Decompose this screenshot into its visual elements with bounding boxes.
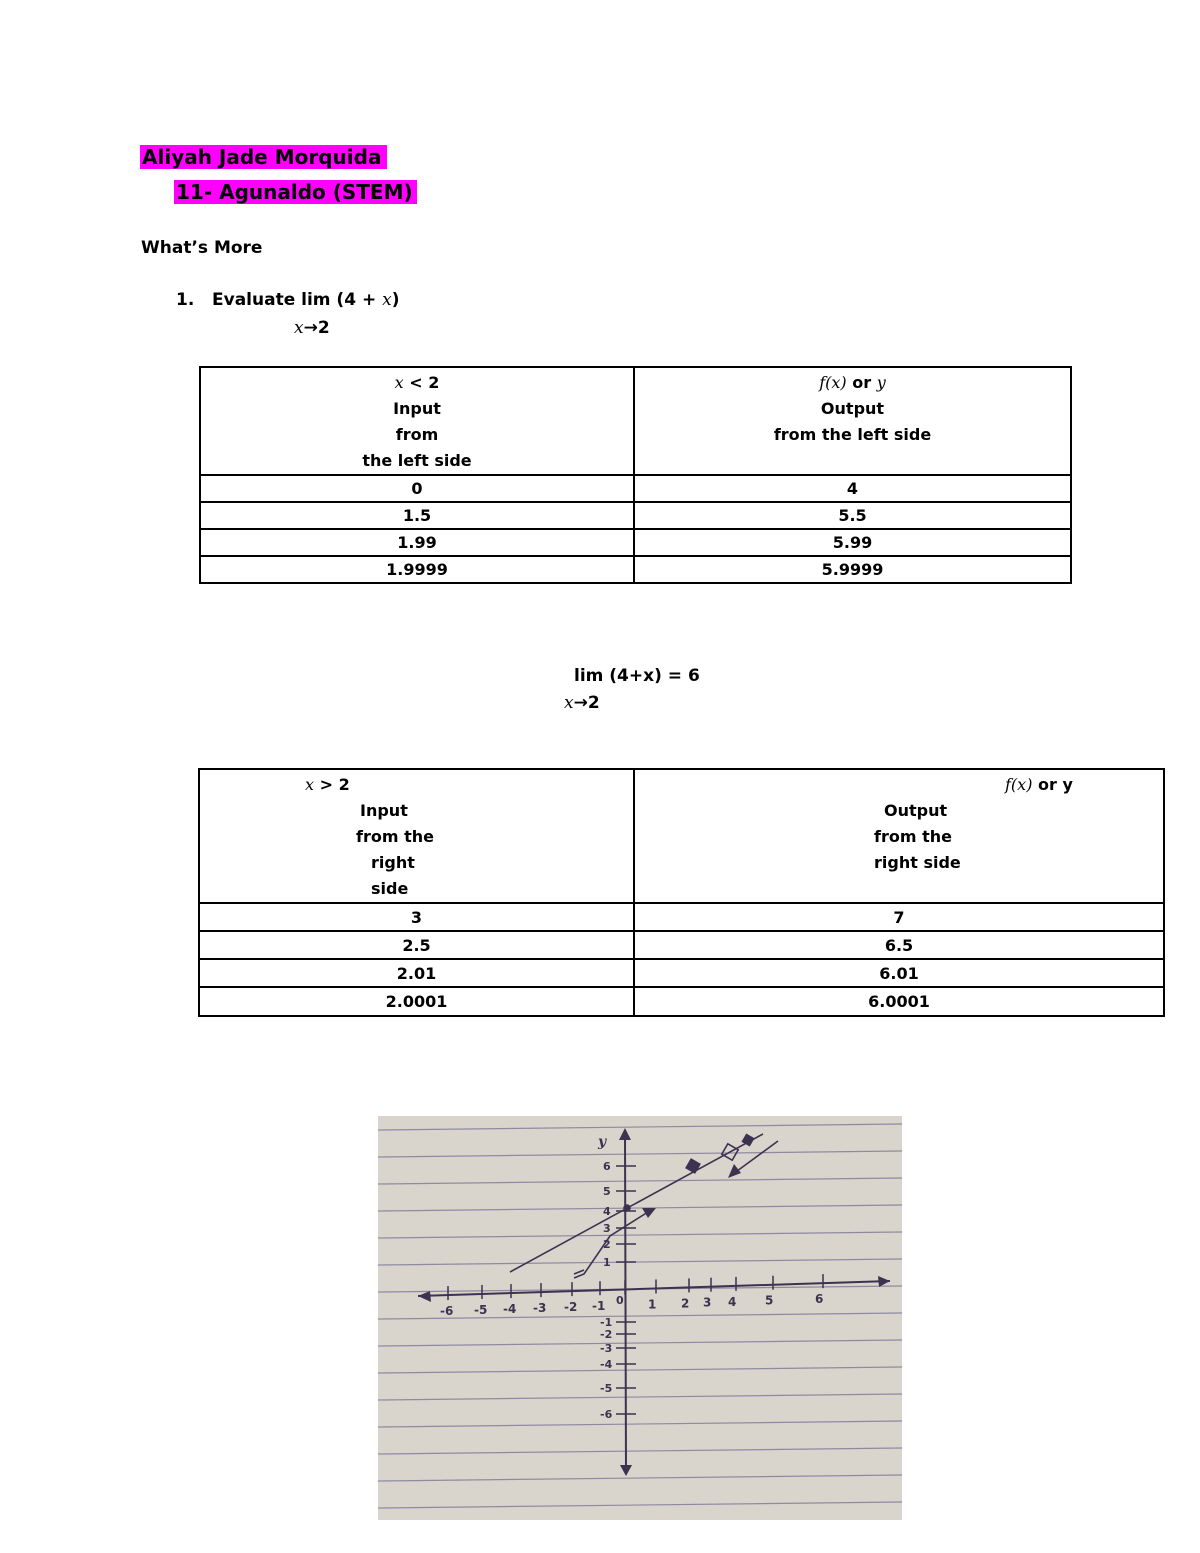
output-cell: 4 (634, 475, 1071, 502)
table-row (200, 556, 1071, 583)
student-class: 11- Agunaldo (STEM) (174, 180, 417, 204)
input-cell: 2.01 (199, 959, 634, 987)
output-cell: 5.5 (634, 502, 1071, 529)
header-line: right side (874, 853, 961, 872)
section-heading: What’s More (141, 238, 263, 258)
y-tick-label: 5 (603, 1185, 611, 1198)
header-fx: f(x) (819, 373, 847, 392)
header-fx: f(x) (1005, 775, 1033, 794)
header-line: from the left side (773, 425, 932, 444)
y-tick-label: -4 (600, 1358, 613, 1371)
input-cell: 2.0001 (199, 987, 634, 1016)
limit-result-approach (564, 693, 600, 713)
input-cell: 0 (200, 475, 634, 502)
x-tick-label: 4 (728, 1294, 737, 1309)
y-tick-label: 1 (603, 1256, 611, 1269)
output-cell: 6.0001 (634, 987, 1164, 1016)
output-cell: 6.5 (634, 931, 1164, 959)
x-tick-label: -1 (592, 1299, 606, 1314)
header-line: from the (356, 827, 434, 846)
table-row (199, 987, 1164, 1016)
input-cell: 1.5 (200, 502, 634, 529)
x-tick-label: -5 (474, 1302, 488, 1317)
header-condition: > 2 (314, 775, 350, 794)
header-line: the left side (362, 451, 472, 470)
header-line: from (395, 425, 439, 444)
x-tick-label: 3 (703, 1295, 712, 1310)
header-var: x (305, 775, 315, 794)
left-input-header (200, 367, 634, 475)
output-cell: 7 (634, 903, 1164, 931)
y-tick-label: 6 (603, 1160, 611, 1173)
table-row (199, 959, 1164, 987)
limit-result: lim (4+x) = 6 (574, 666, 700, 686)
header-line: right (371, 853, 415, 872)
x-tick-label: -4 (503, 1302, 517, 1317)
header-line: Output (884, 801, 948, 820)
input-cell: 3 (199, 903, 634, 931)
right-side-table (198, 768, 1165, 1017)
y-tick-label: 2 (603, 1238, 611, 1251)
x-tick-label: -3 (533, 1301, 547, 1316)
x-tick-label: -2 (564, 1300, 578, 1315)
header-line: Input (360, 801, 408, 820)
x-tick-label: 2 (681, 1296, 690, 1311)
input-cell: 2.5 (199, 931, 634, 959)
table-row (199, 903, 1164, 931)
y-axis-line (625, 1134, 626, 1472)
question-number: 1. (176, 290, 195, 310)
left-output-header (634, 367, 1071, 475)
x-tick-label: -6 (440, 1304, 454, 1319)
y-tick-label: -6 (600, 1408, 613, 1421)
right-output-header (634, 769, 1164, 903)
output-cell: 5.99 (634, 529, 1071, 556)
y-axis-label: y (598, 1134, 607, 1150)
header-or: or (846, 373, 877, 392)
y-tick-label: -2 (600, 1328, 613, 1341)
table-row (199, 931, 1164, 959)
result-approach: →2 (573, 693, 600, 713)
x-tick-label: 1 (648, 1297, 657, 1312)
origin-label: 0 (616, 1294, 624, 1307)
y-tick-label: -1 (600, 1316, 613, 1329)
approach-value: →2 (303, 318, 330, 338)
header-y: y (876, 373, 886, 392)
input-cell: 1.99 (200, 529, 634, 556)
header-or-y: or y (1032, 775, 1073, 794)
header-line: Input (393, 399, 441, 418)
table-row (200, 475, 1071, 502)
table-row (200, 529, 1071, 556)
header-condition: < 2 (403, 373, 440, 392)
table-row (200, 502, 1071, 529)
point-marker (624, 1205, 630, 1211)
result-var: x (564, 693, 574, 713)
header-var: x (394, 373, 404, 392)
student-name: Aliyah Jade Morquida (140, 145, 387, 169)
header-line: from the (874, 827, 952, 846)
question-close-paren: ) (391, 290, 400, 310)
input-cell: 1.9999 (200, 556, 634, 583)
y-tick-label: -5 (600, 1382, 613, 1395)
question-approach (294, 318, 330, 338)
question-1 (176, 290, 400, 310)
question-text: Evaluate lim (4 + (212, 290, 377, 310)
graph-photo (378, 1116, 902, 1520)
header-line: Output (820, 399, 885, 418)
y-tick-label: -3 (600, 1342, 613, 1355)
left-side-table (199, 366, 1072, 584)
y-tick-label: 4 (603, 1205, 611, 1218)
header-line: side (371, 879, 409, 898)
output-cell: 5.9999 (634, 556, 1071, 583)
output-cell: 6.01 (634, 959, 1164, 987)
approach-var: x (294, 318, 304, 338)
right-input-header (199, 769, 634, 903)
x-tick-label: 6 (815, 1292, 824, 1307)
x-tick-label: 5 (765, 1293, 774, 1308)
y-tick-label: 3 (603, 1222, 611, 1235)
question-var: x (382, 290, 392, 310)
